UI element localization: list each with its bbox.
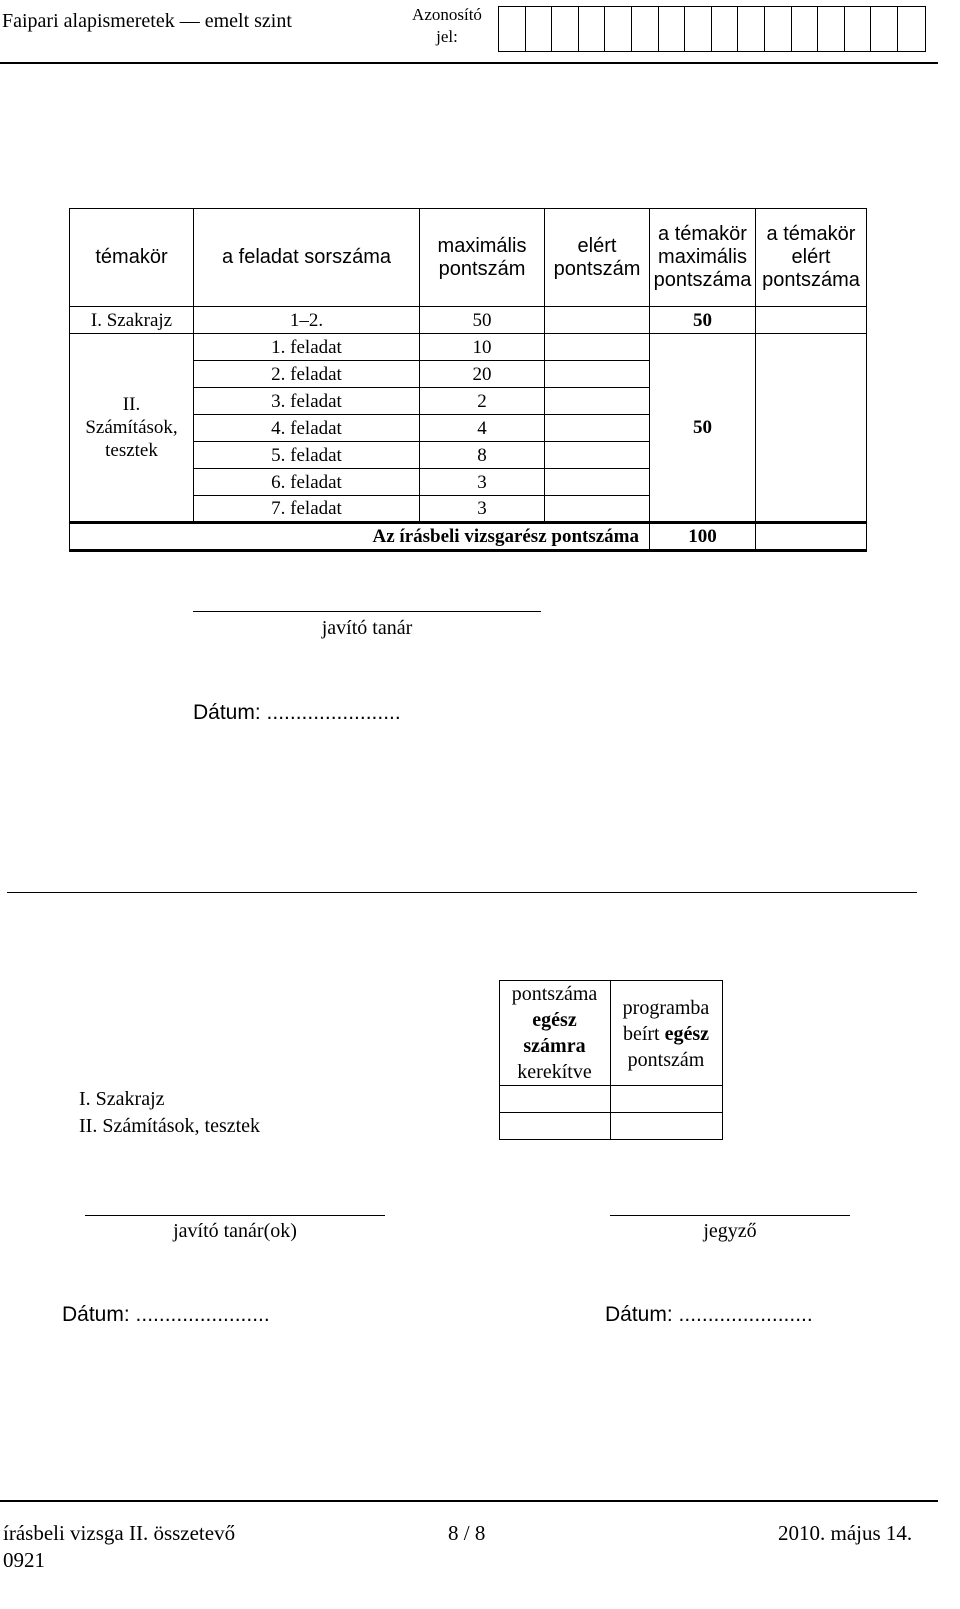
entered-cell[interactable] xyxy=(610,1086,722,1113)
rounded-line2: egész xyxy=(532,1009,577,1031)
table-header-row xyxy=(70,209,867,307)
signature-line[interactable] xyxy=(193,611,541,612)
id-boxes[interactable] xyxy=(498,6,926,52)
section1-task: 1–2. xyxy=(194,307,420,334)
signature-label-right: jegyző xyxy=(703,1220,757,1242)
id-box[interactable] xyxy=(818,7,845,51)
id-box[interactable] xyxy=(499,7,526,51)
section2-topic-max: 50 xyxy=(650,334,756,523)
achieved-cell[interactable] xyxy=(545,415,650,442)
achieved-cell[interactable] xyxy=(545,469,650,496)
id-box[interactable] xyxy=(605,7,632,51)
achieved-cell[interactable] xyxy=(545,442,650,469)
entered-line2b: egész xyxy=(664,1023,710,1045)
signature-line-right[interactable] xyxy=(610,1215,850,1216)
date-field-left: Dátum: ....................... xyxy=(62,1303,270,1326)
total-value: 100 xyxy=(650,523,756,551)
date-field: Dátum: ....................... xyxy=(193,701,401,724)
task-cell: 1. feladat xyxy=(194,334,420,361)
achieved-cell[interactable] xyxy=(545,334,650,361)
rounded-cell[interactable] xyxy=(499,1113,610,1140)
table-row xyxy=(79,1113,722,1140)
lower-header-blank xyxy=(79,981,499,1086)
section1-max: 50 xyxy=(420,307,545,334)
max-cell: 3 xyxy=(420,496,545,523)
rounded-line1: pontszáma xyxy=(511,983,598,1005)
task-cell: 3. feladat xyxy=(194,388,420,415)
signature-label: javító tanár xyxy=(321,617,413,639)
id-box[interactable] xyxy=(632,7,659,51)
entered-line2a: beírt xyxy=(622,1023,665,1045)
header-topic-max-line1: a témakör xyxy=(658,223,747,245)
entered-line1: programba xyxy=(622,997,710,1019)
header-topic: témakör xyxy=(70,209,194,307)
total-label: Az írásbeli vizsgarész pontszáma xyxy=(70,523,650,551)
table-row xyxy=(79,1086,722,1113)
max-cell: 8 xyxy=(420,442,545,469)
scoring-table xyxy=(69,208,867,552)
signature-line-left[interactable] xyxy=(85,1215,385,1216)
header-max-points-line1: maximális xyxy=(437,234,527,257)
id-label xyxy=(404,4,490,48)
header-topic-max xyxy=(650,209,756,307)
id-box[interactable] xyxy=(685,7,712,51)
header-topic-max-line3: pontszáma xyxy=(653,269,752,291)
entered-line2 xyxy=(611,1021,722,1047)
id-box[interactable] xyxy=(845,7,872,51)
id-box[interactable] xyxy=(552,7,579,51)
footer-page-number: 8 / 8 xyxy=(448,1521,486,1545)
task-cell: 4. feladat xyxy=(194,415,420,442)
section1-topic-achieved[interactable] xyxy=(756,307,867,334)
id-label-line2: jel: xyxy=(436,27,458,46)
rounded-cell[interactable] xyxy=(499,1086,610,1113)
achieved-cell[interactable] xyxy=(545,361,650,388)
header-topic-achieved-line2: elért xyxy=(791,246,831,268)
lower-row-label: I. Szakrajz xyxy=(79,1088,165,1110)
section1-achieved[interactable] xyxy=(545,307,650,334)
signature-label-left: javító tanár(ok) xyxy=(173,1220,297,1242)
header-rule xyxy=(0,62,938,64)
entered-line3: pontszám xyxy=(627,1049,705,1071)
section-divider xyxy=(7,892,917,893)
id-box[interactable] xyxy=(712,7,739,51)
id-box[interactable] xyxy=(738,7,765,51)
id-box[interactable] xyxy=(871,7,898,51)
header-task-number: a feladat sorszáma xyxy=(194,209,420,307)
section1-topic: I. Szakrajz xyxy=(70,307,194,334)
task-cell: 2. feladat xyxy=(194,361,420,388)
achieved-cell[interactable] xyxy=(545,496,650,523)
section2-topic-line2: Számítások, xyxy=(85,417,178,438)
header-max-points-line2: pontszám xyxy=(438,257,526,280)
header-achieved-line2: pontszám xyxy=(553,257,641,280)
section2-topic xyxy=(70,334,194,523)
header-topic-achieved-line3: pontszáma xyxy=(762,269,860,291)
achieved-cell[interactable] xyxy=(545,388,650,415)
id-box[interactable] xyxy=(792,7,819,51)
id-label-line1: Azonosító xyxy=(412,5,482,24)
rounded-line4: kerekítve xyxy=(517,1061,592,1083)
lower-header-rounded xyxy=(499,981,610,1086)
id-box[interactable] xyxy=(898,7,925,51)
id-box[interactable] xyxy=(526,7,553,51)
task-cell: 7. feladat xyxy=(194,496,420,523)
date-field-right: Dátum: ....................... xyxy=(605,1303,813,1326)
task-cell: 5. feladat xyxy=(194,442,420,469)
footer-left-line2: 0921 xyxy=(3,1548,45,1572)
header-topic-max-line2: maximális xyxy=(658,246,747,268)
total-achieved[interactable] xyxy=(756,523,867,551)
section1-topic-max: 50 xyxy=(650,307,756,334)
lower-row-label: II. Számítások, tesztek xyxy=(79,1115,261,1137)
max-cell: 2 xyxy=(420,388,545,415)
footer-rule xyxy=(0,1500,938,1502)
table-row xyxy=(70,334,867,361)
section2-topic-achieved[interactable] xyxy=(756,334,867,523)
section2-topic-line3: tesztek xyxy=(105,440,158,461)
id-box[interactable] xyxy=(765,7,792,51)
header-achieved-line1: elért xyxy=(577,234,617,257)
header-topic-achieved xyxy=(756,209,867,307)
header-title: Faipari alapismeretek — emelt szint xyxy=(2,10,292,32)
final-score-table xyxy=(79,980,723,1140)
header-max-points xyxy=(420,209,545,307)
entered-cell[interactable] xyxy=(610,1113,722,1140)
rounded-line3: számra xyxy=(523,1035,586,1057)
id-box[interactable] xyxy=(659,7,686,51)
task-cell: 6. feladat xyxy=(194,469,420,496)
table-row xyxy=(70,307,867,334)
id-box[interactable] xyxy=(579,7,606,51)
max-cell: 4 xyxy=(420,415,545,442)
header-topic-achieved-line1: a témakör xyxy=(766,223,856,245)
footer-left: írásbeli vizsga II. összetevő xyxy=(3,1521,236,1545)
lower-header-row xyxy=(79,981,722,1086)
lower-header-entered xyxy=(610,981,722,1086)
section2-topic-line1: II. xyxy=(122,394,141,415)
footer-date: 2010. május 14. xyxy=(778,1521,913,1545)
max-cell: 20 xyxy=(420,361,545,388)
max-cell: 3 xyxy=(420,469,545,496)
max-cell: 10 xyxy=(420,334,545,361)
total-row xyxy=(70,523,867,551)
header-achieved xyxy=(545,209,650,307)
